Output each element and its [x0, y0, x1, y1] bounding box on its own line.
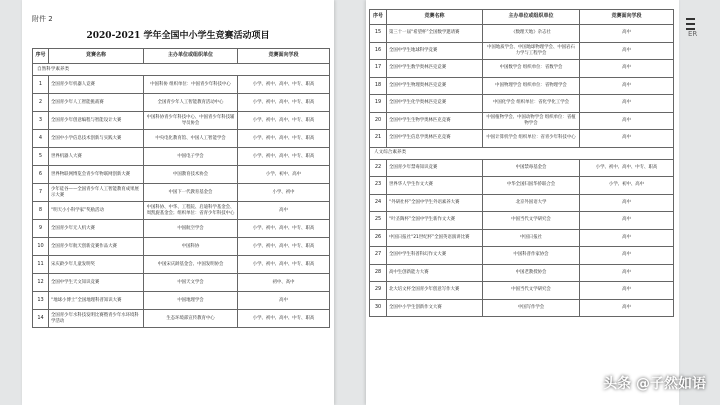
table-row	[33, 166, 330, 184]
table-row	[370, 25, 674, 43]
row-number: 27	[370, 247, 387, 265]
table-row	[33, 112, 330, 130]
row-number: 12	[33, 274, 49, 292]
education-level: 初中、高中	[238, 274, 330, 292]
organizer: 中国化学会 组织单位：省化学化工学会	[483, 95, 580, 113]
organizer: 中国植物学会、中国动物学会 组织单位：省植物学会	[483, 112, 580, 130]
row-number: 11	[33, 256, 49, 274]
organizer: 中国写作学会	[483, 299, 580, 317]
corner-letters: ER	[688, 30, 698, 38]
table-row	[33, 238, 330, 256]
organizer: 中国数学会 组织单位：省数学会	[483, 60, 580, 78]
table-row	[370, 194, 674, 212]
education-level: 小学、初中、高中、中专、职高	[580, 159, 674, 177]
header-name: 竞赛名称	[49, 49, 144, 64]
row-number: 3	[33, 112, 49, 130]
section-title: 人文综合素养类	[370, 147, 674, 159]
row-number: 5	[33, 148, 49, 166]
competition-name: 全国中学生地球科学竞赛	[387, 42, 483, 60]
table-row	[370, 212, 674, 230]
education-level: 高中	[580, 229, 674, 247]
competition-name: 全国青少年机器人竞赛	[49, 76, 144, 94]
competition-name: 全国青少年水科技发明比赛暨青少年水环境科学活动	[49, 310, 144, 328]
competition-table-left	[32, 48, 330, 328]
education-level: 小学、初中、高中、中专、职高	[238, 220, 330, 238]
row-number: 26	[370, 229, 387, 247]
competition-name: “叶圣陶杯”全国中学生新作文大赛	[387, 212, 483, 230]
organizer: 全国青少年人工智能教育活动中心	[144, 94, 238, 112]
table-row	[33, 130, 330, 148]
section-row	[33, 64, 330, 76]
header-organizer: 主办单位或组织单位	[144, 49, 238, 64]
organizer: 中国计算机学会 组织单位：省青少年科技中心	[483, 130, 580, 148]
organizer: 中国科普作家协会	[483, 247, 580, 265]
competition-name: 全国中学生信息学奥林匹克竞赛	[387, 130, 483, 148]
organizer: 《数理天地》杂志社	[483, 25, 580, 43]
education-level: 小学、初中、高中、中专、职高	[238, 112, 330, 130]
competition-name: “明天小小科学家”奖励活动	[49, 202, 144, 220]
organizer: 北京外国语大学	[483, 194, 580, 212]
row-number: 14	[33, 310, 49, 328]
header-name: 竞赛名称	[387, 10, 483, 25]
organizer: 中华全国归国华侨联合会	[483, 177, 580, 195]
section-row	[370, 147, 674, 159]
organizer: 中国地质学会、中国地球物理学会、中国岩石力学与工程学会	[483, 42, 580, 60]
table-row	[33, 310, 330, 328]
education-level: 小学、初中、高中、中专、职高	[238, 310, 330, 328]
table-row	[370, 112, 674, 130]
table-row	[370, 159, 674, 177]
education-level: 高中	[238, 202, 330, 220]
organizer: 中国电子学会	[144, 148, 238, 166]
education-level: 高中	[580, 212, 674, 230]
row-number: 16	[370, 42, 387, 60]
annex-label: 附件 2	[32, 15, 53, 23]
competition-name: 世界机器人大赛	[49, 148, 144, 166]
organizer: 中国天文学会	[144, 274, 238, 292]
education-level: 高中	[580, 77, 674, 95]
table-row	[33, 94, 330, 112]
education-level: 小学、初中、高中	[580, 177, 674, 195]
right-document-page	[366, 0, 679, 405]
row-number: 1	[33, 76, 49, 94]
education-level: 小学、初中、高中、中专、职高	[238, 256, 330, 274]
education-level: 小学、初中、高中、中专、职高	[238, 130, 330, 148]
row-number: 13	[33, 292, 49, 310]
education-level: 高中	[580, 95, 674, 113]
row-number: 2	[33, 94, 49, 112]
competition-name: 全国青少年航天创新竞赛作品大赛	[49, 238, 144, 256]
competition-name: 全国青少年无人机大赛	[49, 220, 144, 238]
row-number: 19	[370, 95, 387, 113]
table-row	[370, 77, 674, 95]
table-row	[33, 256, 330, 274]
row-number: 23	[370, 177, 387, 195]
competition-name: 北大培文杯全国青少年创意写作大赛	[387, 282, 483, 300]
organizer: 中国下一代教育基金会	[144, 184, 238, 202]
competition-name: 全国青少年禁毒知识竞赛	[387, 159, 483, 177]
header-level: 竞赛面向学段	[580, 10, 674, 25]
organizer: 中国禁毒基金会	[483, 159, 580, 177]
table-row	[33, 184, 330, 202]
competition-name: 第三十一届“希望杯”全国数学邀请赛	[387, 25, 483, 43]
table-row	[33, 76, 330, 94]
table-row	[370, 264, 674, 282]
row-number: 24	[370, 194, 387, 212]
row-number: 6	[33, 166, 49, 184]
organizer: 中国当代文学研究会	[483, 212, 580, 230]
education-level: 高中	[580, 299, 674, 317]
competition-name: 全国中学生科普科幻作文大赛	[387, 247, 483, 265]
competition-name: 全国青少年人工智能挑战赛	[49, 94, 144, 112]
competition-name: 世界华人学生作文大赛	[387, 177, 483, 195]
organizer: 中国物理学会 组织单位：省物理学会	[483, 77, 580, 95]
table-row	[33, 274, 330, 292]
education-level: 高中	[580, 60, 674, 78]
table-row	[370, 282, 674, 300]
education-level: 高中	[580, 247, 674, 265]
table-row	[370, 177, 674, 195]
organizer: 中国宋庆龄基金会、中国发明协会	[144, 256, 238, 274]
education-level: 高中	[580, 264, 674, 282]
organizer: 中国科协、中华、工程院、启迪科学基金会、周凯旋基金会；组织单位：省青少年科技中心	[144, 202, 238, 220]
document-title: 2020-2021 学年全国中小学生竞赛活动项目	[86, 31, 270, 41]
row-number: 28	[370, 264, 387, 282]
table-row	[370, 247, 674, 265]
header-level: 竞赛面向学段	[238, 49, 330, 64]
row-number: 20	[370, 112, 387, 130]
table-header-row	[33, 49, 330, 64]
competition-name: 全国中学生生物学奥林匹克竞赛	[387, 112, 483, 130]
education-level: 高中	[238, 292, 330, 310]
organizer: 生态环境部宣传教育中心	[144, 310, 238, 328]
row-number: 9	[33, 220, 49, 238]
competition-name: 少年硅谷——全国青少年人工智能教育成果展示大赛	[49, 184, 144, 202]
row-number: 30	[370, 299, 387, 317]
education-level: 高中	[580, 42, 674, 60]
table-row	[370, 299, 674, 317]
competition-name: 高中生创新能力大赛	[387, 264, 483, 282]
competition-name: 宋庆龄少年儿童发明奖	[49, 256, 144, 274]
section-title: 自然科学素养类	[33, 64, 330, 76]
competition-name: 全国中学生数学奥林匹克竞赛	[387, 60, 483, 78]
row-number: 25	[370, 212, 387, 230]
organizer: 中国老教授协会	[483, 264, 580, 282]
table-row	[33, 220, 330, 238]
row-number: 29	[370, 282, 387, 300]
education-level: 高中	[580, 282, 674, 300]
education-level: 小学、初中、高中	[238, 166, 330, 184]
competition-name: 全国中小学信息技术创新与实践大赛	[49, 130, 144, 148]
header-no: 序号	[33, 49, 49, 64]
row-number: 21	[370, 130, 387, 148]
competition-name: 世界物联网博览会青少年物联网创新大赛	[49, 166, 144, 184]
organizer: 中国科协青少年科技中心、中国青少年科技辅导员协会	[144, 112, 238, 130]
table-row	[370, 42, 674, 60]
table-row	[370, 95, 674, 113]
education-level: 小学、初中、高中、中专、职高	[238, 94, 330, 112]
competition-name: “外研社杯”全国中学生外语素养大赛	[387, 194, 483, 212]
row-number: 15	[370, 25, 387, 43]
table-header-row	[370, 10, 674, 25]
organizer: 中国航空学会	[144, 220, 238, 238]
education-level: 小学、初中	[238, 184, 330, 202]
row-number: 8	[33, 202, 49, 220]
education-level: 小学、初中、高中、中专、职高	[238, 76, 330, 94]
watermark-text: 头条 @子然如语	[603, 376, 706, 392]
education-level: 高中	[580, 112, 674, 130]
row-number: 22	[370, 159, 387, 177]
competition-name: “地球小博士”全国地理科普知识大赛	[49, 292, 144, 310]
competition-name: 全国中学生化学奥林匹克竞赛	[387, 95, 483, 113]
table-row	[33, 148, 330, 166]
organizer: 中国日报社	[483, 229, 580, 247]
organizer: 中国教育技术协会	[144, 166, 238, 184]
competition-name: 全国中学生天文知识竞赛	[49, 274, 144, 292]
table-row	[33, 292, 330, 310]
header-no: 序号	[370, 10, 387, 25]
row-number: 18	[370, 77, 387, 95]
table-row	[370, 60, 674, 78]
education-level: 高中	[580, 130, 674, 148]
row-number: 4	[33, 130, 49, 148]
competition-name: 全国中小学生创新作文大赛	[387, 299, 483, 317]
table-row	[33, 202, 330, 220]
row-number: 17	[370, 60, 387, 78]
education-level: 高中	[580, 25, 674, 43]
header-organizer: 主办单位或组织单位	[483, 10, 580, 25]
competition-name: 中国日报社“21世纪杯”全国英语演讲比赛	[387, 229, 483, 247]
organizer: 中国科协	[144, 238, 238, 256]
row-number: 10	[33, 238, 49, 256]
education-level: 小学、初中、高中、中专、职高	[238, 148, 330, 166]
organizer: 中国科协 组织单位：中国青少年科技中心	[144, 76, 238, 94]
table-row	[370, 229, 674, 247]
education-level: 高中	[580, 194, 674, 212]
competition-name: 全国中学生物理奥林匹克竞赛	[387, 77, 483, 95]
organizer: 中央电化教育馆、中国人工智能学会	[144, 130, 238, 148]
education-level: 小学、初中、高中、中专、职高	[238, 238, 330, 256]
left-document-page	[22, 0, 334, 405]
row-number: 7	[33, 184, 49, 202]
organizer: 中国当代文学研究会	[483, 282, 580, 300]
table-row	[370, 130, 674, 148]
organizer: 中国地理学会	[144, 292, 238, 310]
competition-table-right	[369, 9, 674, 317]
competition-name: 全国青少年创意编程与智能设计大赛	[49, 112, 144, 130]
